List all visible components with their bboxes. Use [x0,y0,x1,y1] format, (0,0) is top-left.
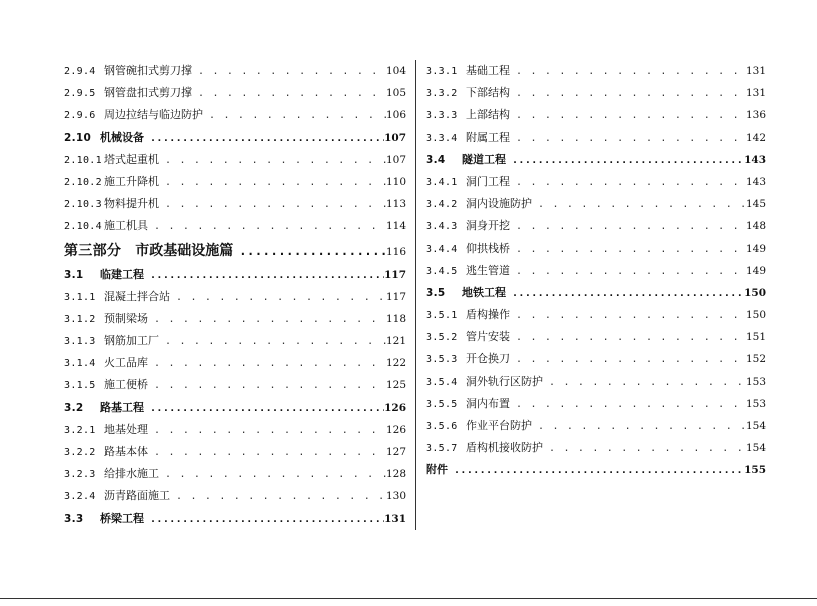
dot-leader [512,354,746,365]
toc-page-number: 126 [385,423,406,436]
toc-title: 桥梁工程 [100,511,144,525]
toc-page-number: 114 [385,220,406,233]
dot-leader [512,110,746,121]
toc-page-number: 117 [385,290,406,303]
dot-leader [235,244,386,258]
toc-number: 2.10.4 [64,221,102,233]
toc-number: 3.3.1 [426,66,458,77]
toc-entry[interactable] [426,350,766,372]
toc-number: 3.5.1 [426,310,458,322]
dot-leader [508,155,744,166]
toc-title: 盾构操作 [466,308,510,322]
toc-page-number: 122 [385,357,406,370]
dot-leader [150,358,386,369]
dot-leader [146,133,384,144]
toc-number: 3.5.4 [426,376,458,388]
toc-page-number: 107 [385,153,406,166]
toc-page-number: 143 [745,175,766,188]
toc-page-number: 152 [745,353,766,366]
toc-number: 3.1.5 [64,380,96,392]
toc-entry[interactable] [64,84,406,106]
toc-entry[interactable] [64,465,406,487]
dot-leader [161,155,386,166]
toc-section-entry[interactable] [64,399,406,421]
dot-leader [150,314,386,325]
dot-leader [161,469,386,480]
dot-leader [512,221,746,232]
dot-leader [194,66,386,77]
toc-page-number: 105 [385,87,406,100]
toc-title: 地基处理 [104,422,148,436]
toc-page-number: 126 [384,401,406,414]
toc-number: 3.1.1 [64,291,96,303]
toc-entry[interactable] [426,395,766,417]
toc-title: 上部结构 [466,108,510,122]
dot-leader [150,221,386,232]
toc-number: 3.3 [64,512,84,525]
toc-section-entry[interactable] [64,510,406,532]
toc-number: 3.4.4 [426,243,458,255]
toc-page-number: 150 [745,309,766,322]
toc-number: 3.4.5 [426,265,458,277]
toc-title: 基础工程 [466,64,510,77]
toc-number: 2.9.6 [64,110,96,122]
toc-title: 路基工程 [100,400,144,414]
toc-title: 下部结构 [466,86,510,100]
toc-appendix-entry[interactable] [426,461,766,483]
dot-leader [146,270,384,281]
toc-number: 3.3.2 [426,88,458,100]
toc-number: 3.2.1 [64,424,96,436]
toc-number: 3.2 [64,401,84,414]
toc-title: 临建工程 [100,267,144,281]
dot-leader [512,399,746,410]
toc-page-number: 155 [744,464,766,477]
toc-number: 3.4 [426,153,446,166]
toc-page-number: 121 [385,335,406,348]
toc-number: 2.10 [64,131,92,144]
toc-entry[interactable] [64,195,406,217]
toc-entry[interactable] [64,332,406,354]
toc-page-number: 118 [385,312,406,325]
toc-title: 盾构机接收防护 [466,441,543,455]
dot-leader [161,199,386,210]
dot-leader [512,332,746,343]
toc-number: 3.5 [426,286,446,299]
dot-leader [150,425,386,436]
column-divider [415,60,416,530]
toc-page-number: 142 [745,131,766,144]
dot-leader [194,88,386,99]
toc-entry[interactable] [64,487,406,509]
toc-page-number: 149 [745,264,766,277]
bottom-rule [0,598,817,599]
toc-title: 钢管盘扣式剪刀撑 [104,86,192,100]
toc-page-number: 131 [745,87,766,100]
toc-title: 洞外轨行区防护 [466,374,543,388]
toc-number: 3.5.2 [426,332,458,344]
toc-title: 地铁工程 [462,285,506,299]
toc-entry[interactable] [64,354,406,376]
toc-title: 施工升降机 [104,174,159,188]
toc-entry[interactable] [64,421,406,443]
toc-page-number: 125 [385,379,406,392]
toc-title: 作业平台防护 [466,419,532,432]
toc-part-entry[interactable] [64,240,406,266]
toc-page-number: 143 [744,153,766,166]
dot-leader [545,377,746,388]
dot-leader [205,110,386,121]
dot-leader [512,66,746,77]
toc-number: 3.2.4 [64,491,96,503]
toc-title: 施工便桥 [104,378,148,392]
toc-title: 洞内布置 [466,396,510,410]
toc-title: 火工品库 [104,356,148,370]
toc-section-entry[interactable] [426,284,766,306]
dot-leader [146,403,384,414]
toc-entry[interactable] [426,373,766,395]
toc-entry[interactable] [64,106,406,128]
toc-number: 3.2.2 [64,447,96,458]
dot-leader [534,421,746,432]
toc-number: 3.1.3 [64,336,96,348]
toc-section-entry[interactable] [64,129,406,151]
toc-page-number: 148 [745,220,766,233]
dot-leader [512,133,746,144]
toc-title: 物料提升机 [104,197,159,211]
toc-number: 3.4.1 [426,176,458,188]
toc-title: 逃生管道 [466,263,510,277]
toc-title: 洞内设施防护 [466,197,532,211]
toc-number: 3.4.3 [426,221,458,233]
toc-page-number: 149 [745,242,766,255]
toc-title: 仰拱栈桥 [466,241,510,255]
toc-section-entry[interactable] [64,266,406,288]
dot-leader [534,199,746,210]
toc-title: 附属工程 [466,130,510,144]
dot-leader [512,88,746,99]
toc-title: 塔式起重机 [104,152,159,166]
toc-number: 3.4.2 [426,199,458,211]
toc-page-number: 131 [384,512,406,525]
toc-entry[interactable] [426,129,766,151]
toc-title: 市政基础设施篇 [135,242,234,259]
dot-leader [512,244,746,255]
dot-leader [150,447,386,458]
toc-entry[interactable] [426,106,766,128]
toc-title: 混凝土拌合站 [104,289,170,303]
toc-title: 洞身开挖 [466,219,510,233]
toc-page-number: 150 [744,286,766,299]
toc-number: 3.1 [64,268,84,281]
toc-title: 洞门工程 [466,174,510,188]
toc-entry[interactable] [426,84,766,106]
toc-entry[interactable] [64,443,406,465]
dot-leader [150,380,386,391]
toc-number: 3.5.6 [426,421,458,432]
toc-number: 2.10.2 [64,176,102,188]
toc-number: 2.9.4 [64,66,96,77]
dot-leader [161,177,386,188]
toc-right-column [426,62,766,484]
toc-page-number: 130 [385,490,406,503]
dot-leader [545,443,746,454]
toc-page-number: 136 [745,109,766,122]
dot-leader [172,292,386,303]
toc-page-number: 131 [745,65,766,77]
toc-entry[interactable] [426,195,766,217]
toc-number: 2.10.3 [64,199,102,211]
toc-title: 给排水施工 [104,467,159,481]
toc-number: 2.9.5 [64,88,96,100]
toc-title: 附件 [426,463,448,477]
toc-entry[interactable] [64,151,406,173]
toc-entry[interactable] [426,439,766,461]
toc-entry[interactable] [426,173,766,195]
dot-leader [512,266,746,277]
toc-page-number: 145 [745,198,766,211]
toc-entry[interactable] [426,306,766,328]
toc-page-number: 128 [385,468,406,481]
toc-entry[interactable] [64,288,406,310]
toc-page-number: 127 [385,446,406,458]
toc-title: 钢筋加工厂 [104,334,159,348]
toc-number: 3.5.7 [426,443,458,455]
toc-number: 3.2.3 [64,469,96,481]
toc-title: 预制梁场 [104,311,148,325]
toc-page-number: 113 [385,198,406,211]
toc-page-number: 117 [384,268,406,281]
toc-page-number: 104 [385,65,406,77]
toc-number: 3.5.3 [426,354,458,366]
toc-entry[interactable] [426,240,766,262]
toc-page-number: 151 [745,331,766,344]
toc-title: 沥青路面施工 [104,489,170,503]
toc-page-number: 106 [385,109,406,122]
toc-title: 路基本体 [104,445,148,458]
toc-entry[interactable] [426,417,766,439]
toc-number: 3.1.4 [64,358,96,370]
toc-title: 施工机具 [104,219,148,233]
toc-left-column [64,62,406,532]
toc-page-number: 153 [745,375,766,388]
toc-page-number: 154 [745,442,766,455]
dot-leader [512,177,746,188]
toc-title: 周边拉结与临边防护 [104,108,203,122]
toc-part-label: 第三部分 [64,242,122,259]
toc-entry[interactable] [64,376,406,398]
toc-page-number: 154 [745,420,766,432]
toc-page-number: 153 [745,397,766,410]
toc-number: 3.3.3 [426,110,458,122]
toc-entry[interactable] [64,62,406,84]
toc-entry[interactable] [426,328,766,350]
dot-leader [508,288,744,299]
toc-entry[interactable] [426,62,766,84]
toc-number: 3.3.4 [426,132,458,144]
dot-leader [172,491,386,502]
toc-page-number: 110 [385,175,406,188]
toc-title: 开仓换刀 [466,352,510,366]
toc-number: 3.1.2 [64,313,96,325]
toc-entry[interactable] [64,173,406,195]
toc-entry[interactable] [64,217,406,239]
dot-leader [512,310,746,321]
toc-entry[interactable] [426,217,766,239]
toc-title: 隧道工程 [462,152,506,166]
toc-title: 管片安装 [466,330,510,344]
toc-page-number: 116 [385,245,406,258]
toc-number: 3.5.5 [426,398,458,410]
toc-title: 钢管碗扣式剪刀撑 [104,64,192,77]
toc-entry[interactable] [426,262,766,284]
toc-title: 机械设备 [100,130,144,144]
dot-leader [146,514,384,525]
toc-number: 2.10.1 [64,154,102,166]
toc-section-entry[interactable] [426,151,766,173]
toc-page-number: 107 [384,131,406,144]
toc-entry[interactable] [64,310,406,332]
dot-leader [450,465,744,476]
dot-leader [161,336,386,347]
